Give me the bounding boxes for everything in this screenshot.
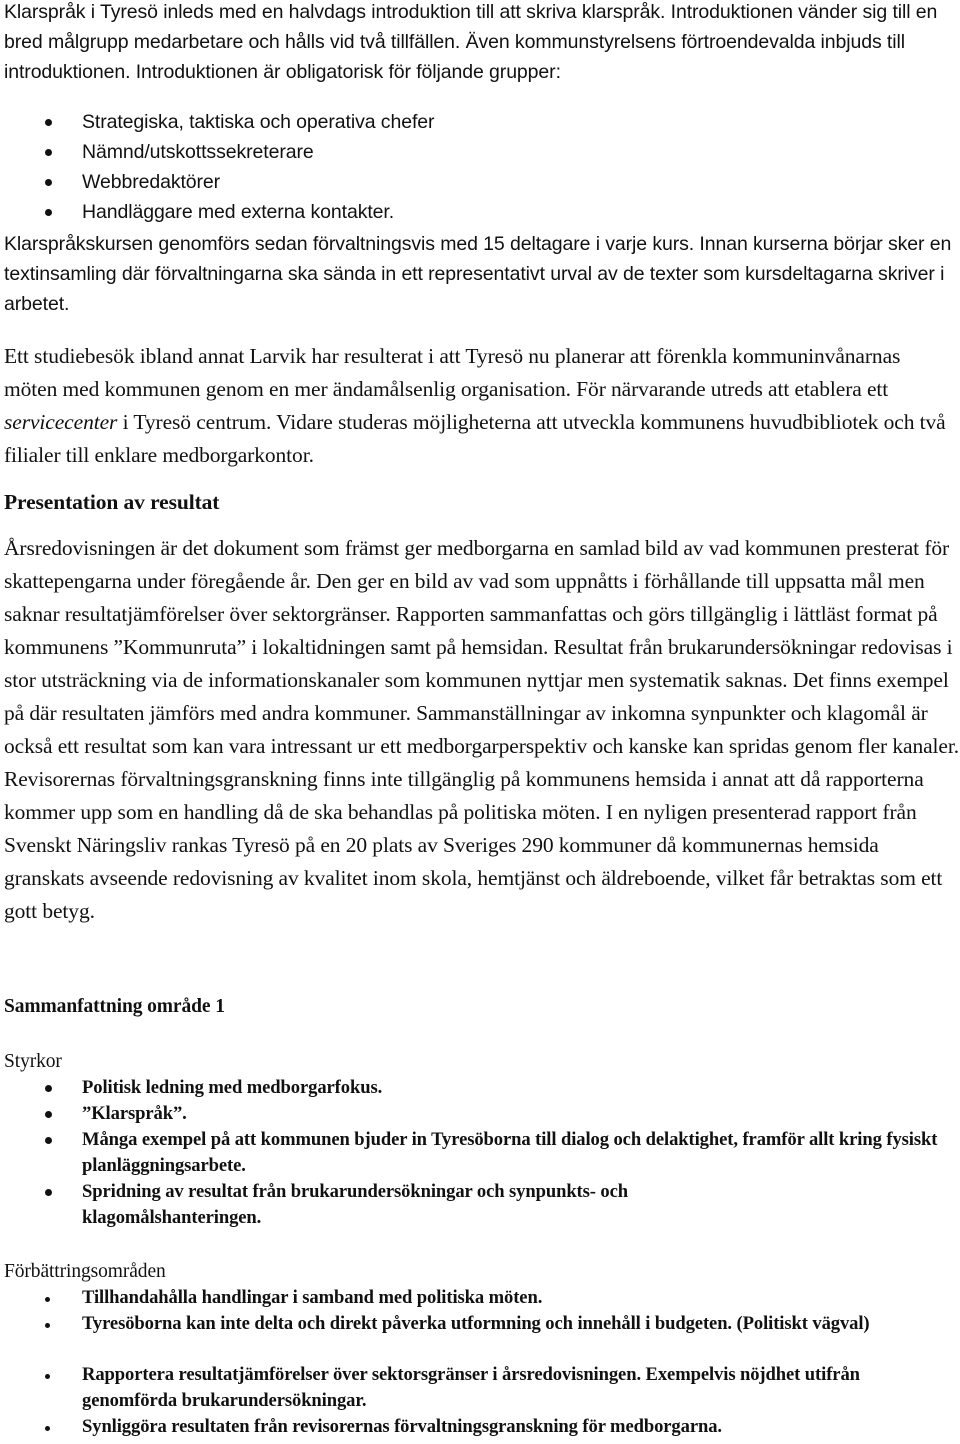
strength-item: Spridning av resultat från brukarundersökningar och synpunkts- och klagomålshanteringen. bbox=[82, 1181, 629, 1228]
bullet-icon bbox=[45, 1323, 50, 1328]
bullet-icon bbox=[45, 1189, 52, 1196]
group-item: Handläggare med externa kontakter. bbox=[82, 201, 395, 223]
bullet-icon bbox=[45, 209, 52, 216]
bullet-icon bbox=[45, 1297, 50, 1302]
strengths-heading: Styrkor bbox=[4, 1051, 62, 1072]
bullet-icon bbox=[45, 149, 52, 156]
group-item: Nämnd/utskottssekreterare bbox=[82, 141, 314, 163]
bullet-icon bbox=[45, 1111, 52, 1118]
bullet-icon bbox=[45, 1085, 52, 1092]
bullet-icon bbox=[45, 119, 52, 126]
bullet-icon bbox=[45, 1137, 52, 1144]
improvement-item: Tyresöborna kan inte delta och direkt påverka utformning och innehåll i budgeten. (Politiskt vägval) bbox=[82, 1313, 870, 1334]
study-visit-text-b: i Tyresö centrum. Vidare studeras möjligheterna att utveckla kommunens huvudbibliotek och två filialer till enklare medborgarkontor. bbox=[4, 410, 946, 467]
improvement-item: Synliggöra resultaten från revisorernas förvaltningsgranskning för medborgarna. bbox=[82, 1416, 722, 1437]
presentation-heading: Presentation av resultat bbox=[4, 490, 220, 514]
summary-heading: Sammanfattning område 1 bbox=[4, 996, 225, 1017]
bullet-icon bbox=[45, 1426, 50, 1431]
strength-item: ”Klarspråk”. bbox=[82, 1103, 187, 1124]
strength-item: Politisk ledning med medborgarfokus. bbox=[82, 1077, 383, 1098]
course-paragraph: Klarspråkskursen genomförs sedan förvaltningsvis med 15 deltagare i varje kurs. Innan kurserna börjar sker en textinsamling där förvaltningarna ska sända in ett representativt urval av de texter som kursdeltagarna skriver i arbetet. bbox=[4, 233, 952, 315]
improvement-item: Rapportera resultatjämförelser över sektorsgränser i årsredovisningen. Exempelvis nöjdhet utifrån genomförda brukarundersökningar. bbox=[82, 1364, 860, 1411]
improvements-heading: Förbättringsområden bbox=[4, 1261, 166, 1282]
group-item: Webbredaktörer bbox=[82, 171, 221, 193]
improvement-item: Tillhandahålla handlingar i samband med politiska möten. bbox=[82, 1287, 543, 1308]
bullet-icon bbox=[45, 1374, 50, 1379]
results-paragraph: Årsredovisningen är det dokument som främst ger medborgarna en samlad bild av vad kommunen presterat för skattepengarna under föregående år. Den ger en bild av vad som uppnåtts i förhållande till uppsatta mål men saknar resultatjämförelser över sektorgränser. Rapporten sammanfattas och görs tillgänglig i lättläst format på kommunens ”Kommunruta” i lokaltidningen samt på hemsidan. Resultat från brukarundersökningar redovisas i stor utsträckning via de informationskanaler som kommunen nyttjar men systematik saknas. Det finns exempel på där resultaten jämförs med andra kommuner. Sammanställningar av inkomna synpunkter och klagomål är också ett resultat som kan vara intressant ur ett medborgarperspektiv och kanske kan spridas genom fler kanaler. Revisorernas förvaltningsgranskning finns inte tillgänglig på kommunens hemsida i annat att då rapporterna kommer upp som en handling då de ska behandlas på politiska möten. I en nyligen presenterad rapport från Svenskt Näringsliv rankas Tyresö på en 20 plats av Sveriges 290 kommuner då kommunernas hemsida granskats avseende redovisning av kvalitet inom skola, hemtjänst och äldreboende, vilket får betraktas som ett gott betyg. bbox=[4, 536, 959, 923]
intro-paragraph: Klarspråk i Tyresö inleds med en halvdags introduktion till att skriva klarspråk. Introduktionen vänder sig till en bred målgrupp medarbetare och hålls vid två tillfällen. Även kommunstyrelsens förtroendevalda inbjuds till introduktionen. Introduktionen är obligatorisk för följande grupper: bbox=[4, 1, 938, 83]
bullet-icon bbox=[45, 179, 52, 186]
group-item: Strategiska, taktiska och operativa chefer bbox=[82, 111, 435, 133]
study-visit-text-a: Ett studiebesök ibland annat Larvik har resulterat i att Tyresö nu planerar att förenkla kommuninvånarnas möten med kommunen genom en mer ändamålsenlig organisation. För närvarande utreds att etablera ett bbox=[4, 344, 901, 401]
strength-item: Många exempel på att kommunen bjuder in Tyresöborna till dialog och delaktighet, framför allt kring fysiskt planläggningsarbete. bbox=[82, 1129, 938, 1176]
study-visit-paragraph bbox=[4, 340, 956, 472]
servicecenter-emphasis: servicecenter bbox=[4, 410, 118, 434]
